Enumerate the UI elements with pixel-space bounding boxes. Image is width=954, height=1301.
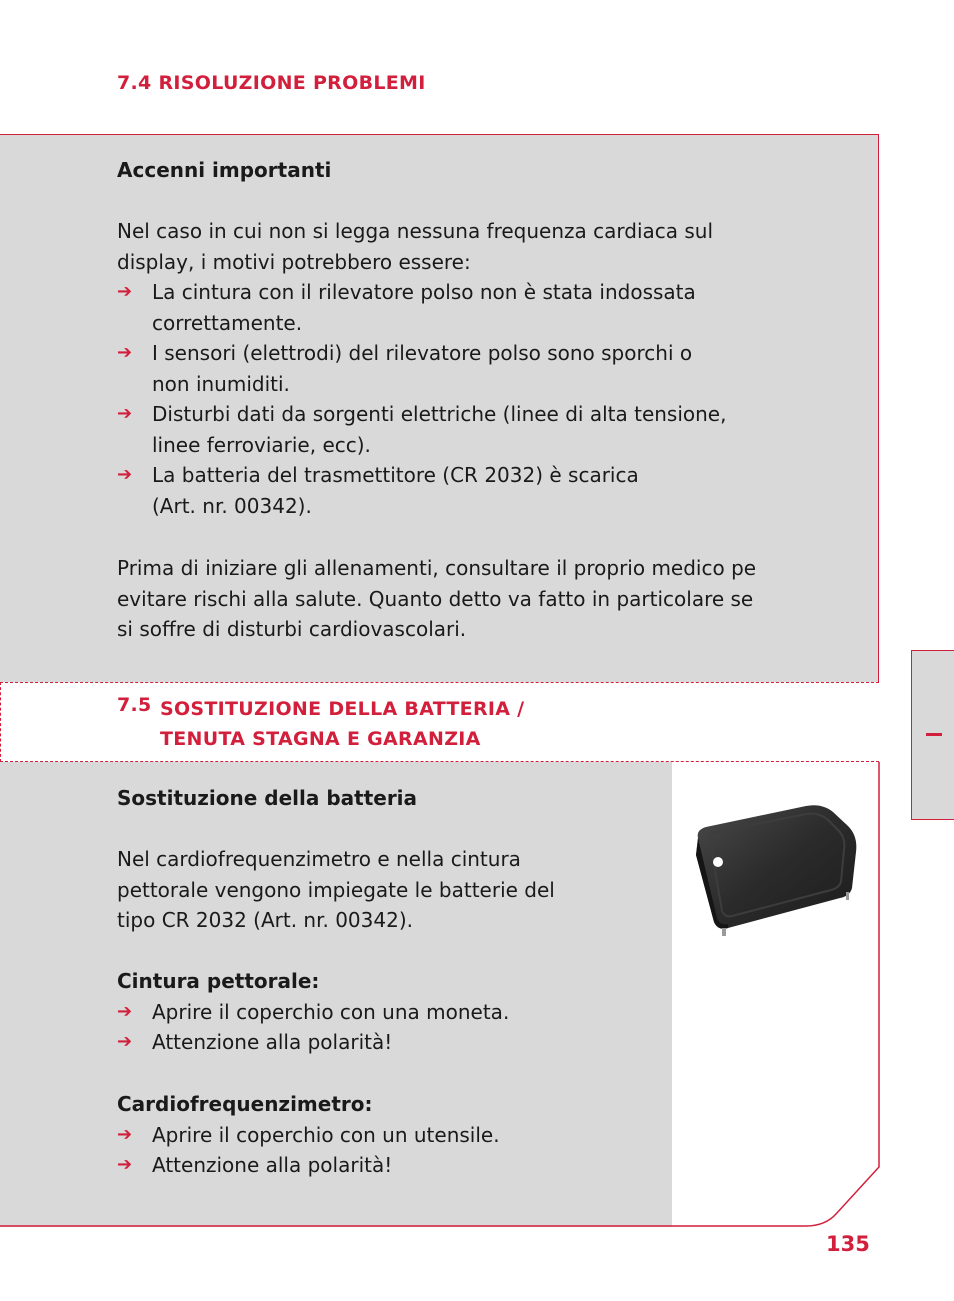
page-number: 135 — [826, 1232, 870, 1256]
important-reasons-list — [117, 277, 817, 521]
list-item: ➔ Attenzione alla polarità! — [117, 1027, 637, 1058]
battery-heading: Sostituzione della batteria — [117, 786, 418, 810]
arrow-icon: ➔ — [117, 1031, 133, 1052]
section-7-5-number: 7.5 — [117, 694, 152, 716]
side-tab-mark — [926, 733, 942, 736]
monitor-section — [117, 1089, 637, 1181]
monitor-heading: Cardiofrequenzimetro: — [117, 1092, 373, 1116]
chapter-side-tab — [911, 650, 954, 820]
list-item: ➔ La batteria del trasmettitore (CR 2032) è scarica (Art. nr. 00342). — [117, 460, 817, 521]
arrow-icon: ➔ — [117, 1000, 133, 1022]
important-intro: Nel caso in cui non si legga nessuna frequenza cardiaca sul display, i motivi potrebbero essere: ➔ La cintura con il rilevatore polso non è stata indossata correttamente. ➔ I sensori (elettrodi) del rilevatore polso sono sporchi o non inumiditi. ➔ Disturbi dati da sorgenti elettriche (linee di alta tensione, linee ferroviarie, ecc). ➔ La batteria del trasmettitore (CR 2032) è scarica (Art. nr. 00342). — [117, 216, 817, 521]
arrow-icon: ➔ — [117, 1154, 133, 1175]
monitor-steps-list — [117, 1120, 637, 1181]
list-item: ➔ Disturbi dati da sorgenti elettriche (linee di alta tensione, linee ferroviarie, ecc). — [117, 399, 817, 460]
list-item: ➔ Attenzione alla polarità! — [117, 1150, 637, 1181]
medical-note: Prima di iniziare gli allenamenti, consultare il proprio medico pe evitare rischi alla salute. Quanto detto va fatto in particolare se si soffre di disturbi cardiovascolari. — [117, 556, 757, 641]
list-item: ➔ Aprire il coperchio con un utensile. — [117, 1120, 637, 1151]
belt-section — [117, 966, 637, 1058]
battery-paragraph: Nel cardiofrequenzimetro e nella cintura pettorale vengono impiegate le batterie del tipo CR 2032 (Art. nr. 00342). — [117, 847, 555, 932]
arrow-icon: ➔ — [117, 403, 133, 424]
belt-heading: Cintura pettorale: — [117, 969, 320, 993]
list-item: ➔ La cintura con il rilevatore polso non è stata indossata correttamente. — [117, 277, 817, 338]
transmitter-battery-image — [688, 800, 863, 940]
arrow-icon: ➔ — [117, 1123, 133, 1145]
list-item: ➔ I sensori (elettrodi) del rilevatore polso sono sporchi o non inumiditi. — [117, 338, 817, 399]
arrow-icon: ➔ — [117, 342, 133, 363]
list-item: ➔ Aprire il coperchio con una moneta. — [117, 997, 637, 1028]
belt-steps-list — [117, 997, 637, 1058]
section-7-5-title: SOSTITUZIONE DELLA BATTERIA / TENUTA STAGNA E GARANZIA — [160, 698, 525, 750]
important-heading: Accenni importanti — [117, 158, 332, 182]
section-7-4-title: 7.4 RISOLUZIONE PROBLEMI — [117, 72, 426, 94]
arrow-icon: ➔ — [117, 281, 133, 302]
arrow-icon: ➔ — [117, 464, 133, 485]
